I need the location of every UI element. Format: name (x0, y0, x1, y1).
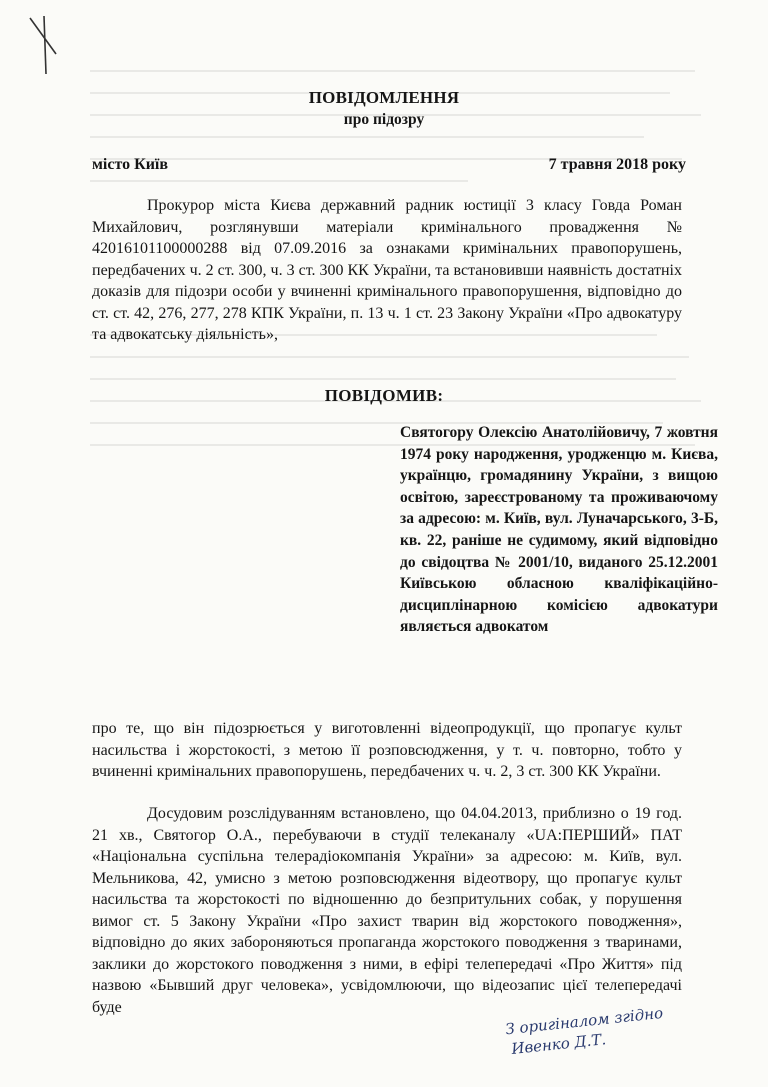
handwritten-note-line: З оригіналом згідно (504, 1003, 664, 1039)
date-label: 7 травня 2018 року (548, 156, 686, 173)
suspect-details-block: Святогору Олексію Анатолійовичу, 7 жовтня 1974 року народження, уродженцю м. Києва, українцю, громадянину України, з вищою освітою, зареєстрованому та проживаючому за адресою: м. Київ, вул. Луначарського, 3-Б, кв. 22, раніше не судимому, який відповідно до свідоцтва № 2001/10, виданого 25.12.2001 Київською обласною кваліфікаційно-дисциплінарною комісією адвокатури являється адвокатом (400, 424, 718, 636)
investigation-paragraph: Досудовим розслідуванням встановлено, що 04.04.2013, приблизно о 19 год. 21 хв., Святогор О.А., перебуваючи в студії телеканалу «UA:ПЕРШИЙ» ПАТ «Національна суспільна телерадіокомпанія України» за адресою: м. Київ, вул. Мельникова, 42, умисно з метою розповсюдження відеотвору, що пропагує культ насильства та жорстокості по відношенню до безпритульних собак, у порушення вимог ст. 5 Закону України «Про захист тварин від жорстокого поводження», відповідно до яких забороняються пропаганда жорстокого поводження з тваринами, заклики до жорстокого поводження з ними, в ефірі телепередачі «Про Життя» під назвою «Бывший друг человека», усвідомлюючи, що відеозапис цієї телепередачі буде (92, 805, 682, 1016)
document-subtitle: про підозру (343, 111, 425, 128)
document-title: ПОВІДОМЛЕННЯ (308, 88, 460, 107)
handwritten-note-signature: Ивенко Д.Т. (510, 1030, 607, 1058)
section-heading: ПОВІДОМИВ: (324, 386, 444, 405)
corner-pen-mark (26, 14, 60, 76)
city-label: місто Київ (92, 156, 168, 173)
suspicion-paragraph: про те, що він підозрюється у виготовленні відеопродукції, що пропагує культ насильства і жорстокості, з метою її розповсюдження, у т. ч. повторно, тобто у вчиненні кримінальних правопорушень, передбачених ч. ч. 2, 3 ст. 300 КК України. (92, 720, 682, 780)
intro-paragraph: Прокурор міста Києва державний радник юстиції 3 класу Говда Роман Михайлович, розглянувши матеріали кримінального провадження № 42016101100000288 від 07.09.2016 за ознаками кримінальних правопорушень, передбачених ч. 2 ст. 300, ч. 3 ст. 300 КК України, та встановивши наявність достатніх доказів для підозри особи у вчиненні кримінального правопорушення, відповідно до ст. ст. 42, 276, 277, 278 КПК України, п. 13 ч. 1 ст. 23 Закону України «Про адвокатуру та адвокатську діяльність», (92, 197, 682, 343)
handwritten-certification-note (504, 1003, 665, 1067)
